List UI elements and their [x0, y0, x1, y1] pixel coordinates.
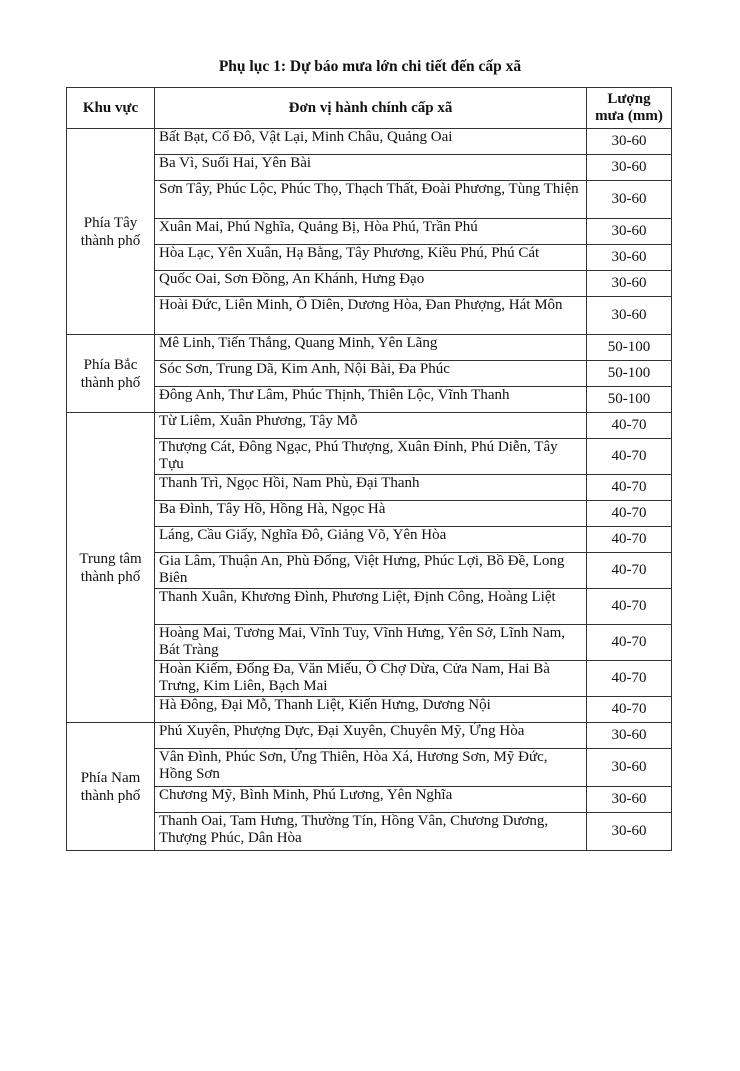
table-row: [67, 527, 672, 553]
units-cell: Đông Anh, Thư Lâm, Phúc Thịnh, Thiên Lộc, Vĩnh Thanh: [155, 387, 587, 413]
table-row: [67, 181, 672, 219]
region-name-line2: thành phố: [80, 568, 141, 585]
region-cell-center: [67, 413, 155, 723]
amount-cell: 40-70: [587, 413, 672, 439]
region-name-line2: thành phố: [80, 787, 141, 804]
table-row: [67, 361, 672, 387]
header-region: Khu vực: [67, 88, 155, 129]
amount-cell: 30-60: [587, 155, 672, 181]
units-cell: Ba Đình, Tây Hồ, Hồng Hà, Ngọc Hà: [155, 501, 587, 527]
table-row: [67, 749, 672, 787]
table-row: [67, 501, 672, 527]
header-units: Đơn vị hành chính cấp xã: [155, 88, 587, 129]
amount-cell: 30-60: [587, 219, 672, 245]
region-name-line1: Phía Tây: [83, 214, 138, 231]
table-row: [67, 271, 672, 297]
amount-cell: 30-60: [587, 813, 672, 851]
table-row: [67, 129, 672, 155]
rain-forecast-table: [66, 87, 672, 851]
units-cell: Ba Vì, Suối Hai, Yên Bài: [155, 155, 587, 181]
amount-cell: 40-70: [587, 697, 672, 723]
table-row: [67, 155, 672, 181]
header-amount: [587, 88, 672, 129]
amount-cell: 40-70: [587, 553, 672, 589]
units-cell: Mê Linh, Tiến Thắng, Quang Minh, Yên Lãng: [155, 335, 587, 361]
table-row: [67, 723, 672, 749]
table-row: [67, 219, 672, 245]
units-cell: Gia Lâm, Thuận An, Phù Đổng, Việt Hưng, Phúc Lợi, Bồ Đề, Long Biên: [155, 553, 587, 589]
units-cell: Hoàn Kiếm, Đống Đa, Văn Miếu, Ô Chợ Dừa, Cửa Nam, Hai Bà Trưng, Kim Liên, Bạch Mai: [155, 661, 587, 697]
table-row: [67, 245, 672, 271]
region-name-line1: Trung tâm: [79, 550, 142, 567]
units-cell: Láng, Cầu Giấy, Nghĩa Đô, Giảng Võ, Yên Hòa: [155, 527, 587, 553]
amount-cell: 30-60: [587, 129, 672, 155]
table-row: [67, 335, 672, 361]
amount-cell: 30-60: [587, 787, 672, 813]
amount-cell: 30-60: [587, 749, 672, 787]
amount-cell: 40-70: [587, 527, 672, 553]
amount-cell: 50-100: [587, 361, 672, 387]
region-name-line1: Phía Bắc: [83, 356, 138, 373]
page-title: Phụ lục 1: Dự báo mưa lớn chi tiết đến cấp xã: [218, 58, 522, 75]
table-row: [67, 439, 672, 475]
units-cell: Phú Xuyên, Phượng Dực, Đại Xuyên, Chuyên Mỹ, Ứng Hòa: [155, 723, 587, 749]
units-cell: Từ Liêm, Xuân Phương, Tây Mỗ: [155, 413, 587, 439]
amount-cell: 40-70: [587, 625, 672, 661]
units-cell: Hoàng Mai, Tương Mai, Vĩnh Tuy, Vĩnh Hưng, Yên Sở, Lĩnh Nam, Bát Tràng: [155, 625, 587, 661]
units-cell: Xuân Mai, Phú Nghĩa, Quảng Bị, Hòa Phú, Trần Phú: [155, 219, 587, 245]
units-cell: Thanh Oai, Tam Hưng, Thường Tín, Hồng Vân, Chương Dương, Thượng Phúc, Dân Hòa: [155, 813, 587, 851]
units-cell: Sơn Tây, Phúc Lộc, Phúc Thọ, Thạch Thất, Đoài Phương, Tùng Thiện: [155, 181, 587, 219]
amount-cell: 40-70: [587, 439, 672, 475]
table-row: [67, 697, 672, 723]
units-cell: Hoài Đức, Liên Minh, Ô Diên, Dương Hòa, Đan Phượng, Hát Môn: [155, 297, 587, 335]
amount-cell: 30-60: [587, 271, 672, 297]
table-row: [67, 813, 672, 851]
table-row: [67, 387, 672, 413]
amount-cell: 30-60: [587, 723, 672, 749]
amount-cell: 30-60: [587, 245, 672, 271]
units-cell: Quốc Oai, Sơn Đồng, An Khánh, Hưng Đạo: [155, 271, 587, 297]
units-cell: Hà Đông, Đại Mỗ, Thanh Liệt, Kiến Hưng, Dương Nội: [155, 697, 587, 723]
region-name-line2: thành phố: [80, 374, 141, 391]
region-cell-north: [67, 335, 155, 413]
amount-cell: 30-60: [587, 181, 672, 219]
units-cell: Thanh Trì, Ngọc Hồi, Nam Phù, Đại Thanh: [155, 475, 587, 501]
region-cell-south: [67, 723, 155, 851]
table-row: [67, 553, 672, 589]
amount-cell: 30-60: [587, 297, 672, 335]
table-row: [67, 297, 672, 335]
amount-cell: 50-100: [587, 335, 672, 361]
table-row: [67, 625, 672, 661]
region-name-line2: thành phố: [80, 232, 141, 249]
amount-cell: 50-100: [587, 387, 672, 413]
table-row: [67, 475, 672, 501]
units-cell: Chương Mỹ, Bình Minh, Phú Lương, Yên Nghĩa: [155, 787, 587, 813]
units-cell: Bất Bạt, Cổ Đô, Vật Lại, Minh Châu, Quảng Oai: [155, 129, 587, 155]
units-cell: Vân Đình, Phúc Sơn, Ứng Thiên, Hòa Xá, Hương Sơn, Mỹ Đức, Hồng Sơn: [155, 749, 587, 787]
amount-cell: 40-70: [587, 501, 672, 527]
table-header-row: [67, 88, 672, 129]
header-amount-line1: Lượng: [607, 91, 651, 107]
units-cell: Hòa Lạc, Yên Xuân, Hạ Bằng, Tây Phương, Kiều Phú, Phú Cát: [155, 245, 587, 271]
table-row: [67, 589, 672, 625]
units-cell: Sóc Sơn, Trung Dã, Kim Anh, Nội Bài, Đa Phúc: [155, 361, 587, 387]
table-row: [67, 661, 672, 697]
region-name-line1: Phía Nam: [80, 769, 141, 786]
header-amount-line2: mưa (mm): [595, 108, 663, 124]
region-cell-west: [67, 129, 155, 335]
amount-cell: 40-70: [587, 661, 672, 697]
amount-cell: 40-70: [587, 589, 672, 625]
units-cell: Thanh Xuân, Khương Đình, Phương Liệt, Định Công, Hoàng Liệt: [155, 589, 587, 625]
table-row: [67, 413, 672, 439]
units-cell: Thượng Cát, Đông Ngạc, Phú Thượng, Xuân Đỉnh, Phú Diễn, Tây Tựu: [155, 439, 587, 475]
amount-cell: 40-70: [587, 475, 672, 501]
table-row: [67, 787, 672, 813]
